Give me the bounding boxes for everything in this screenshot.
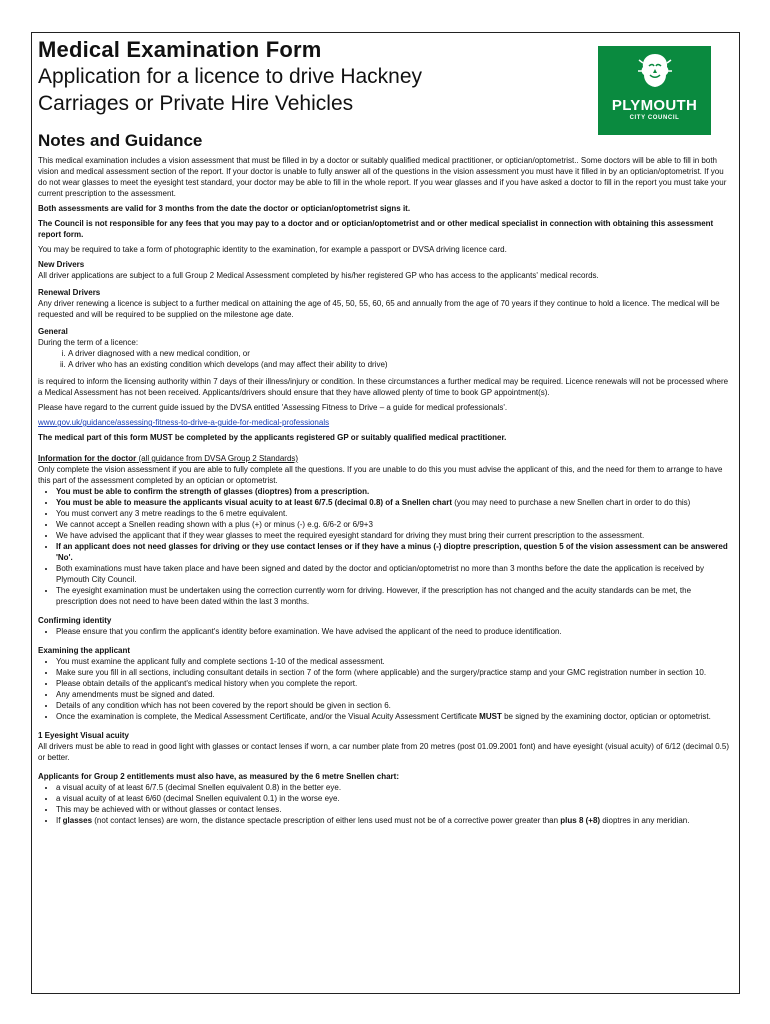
list-item: • We cannot accept a Snellen reading shown with a plus (+) or minus (-) e.g. 6/6-2 or 6/9+3 (56, 519, 731, 530)
examining-heading: Examining the applicant (38, 646, 131, 655)
renewal-heading: Renewal Drivers (38, 288, 101, 297)
notes-heading: Notes and Guidance (38, 131, 203, 150)
list-item: • You must be able to measure the applicants visual acuity to at least 6/7.5 (decimal 0.8) of a Snellen chart (you may need to purchase a new Snellen chart in order to do this) (56, 497, 731, 508)
validity-note: Both assessments are valid for 3 months from the date the doctor or optician/optometrist signs it. (38, 204, 411, 213)
new-drivers-text: All driver applications are subject to a full Group 2 Medical Assessment completed by his/her registered GP who has access to the applicants' medical records. (38, 271, 599, 280)
list-item: • The eyesight examination must be undertaken using the correction currently worn for driving. However, if the prescription has not changed and the acuity standards can be met, the prescription does not need to have been dated within the last 3 months. (56, 585, 731, 607)
group2-list (38, 782, 731, 826)
identity-heading: Confirming identity (38, 616, 112, 625)
general-lead: During the term of a licence: (38, 338, 139, 347)
doctor-heading-note: (all guidance from DVSA Group 2 Standards) (136, 454, 299, 463)
list-item: • You must convert any 3 metre readings to the 6 metre equivalent. (56, 508, 731, 519)
list-item: • Details of any condition which has not been covered by the report should be given in section 6. (56, 700, 731, 711)
group2-heading: Applicants for Group 2 entitlements must also have, as measured by the 6 metre Snellen chart: (38, 772, 399, 781)
list-item: • Please ensure that you confirm the applicant's identity before examination. We have advised the applicant of the need to produce identification. (56, 626, 731, 637)
dvsa-guide-note: Please have regard to the current guide issued by the DVSA entitled 'Assessing Fitness to Drive – a guide for medical professionals'. (38, 403, 508, 412)
examining-list (38, 656, 731, 722)
logo-name: PLYMOUTH (611, 97, 698, 114)
renewal-text: Any driver renewing a licence is subject to a further medical on attaining the age of 45, 50, 55, 60, 65 and annually from the age of 70 years if they continue to hold a licence. The medical will be requested and will be required to be supplied on the milestone age date. (38, 299, 720, 319)
notes-intro: This medical examination includes a vision assessment that must be filled in by a doctor or suitably qualified medical practitioner, or optician/optometrist.. Some doctors will be able to fill in both vision and medical assessment section of the report. If your doctor is unable to fully answer all of the questions in the vision assessment you must have it filled in by an optician/optometrist. If you do not wear glasses to meet the eyesight test standard, your doctor may be able to fill in the whole report. If you wear glasses and if you have asked a doctor to fill in the report you must take your current prescription to the assessment. (38, 156, 727, 198)
new-drivers-heading: New Drivers (38, 260, 85, 269)
page-subtitle-line-1: Application for a licence to drive Hackney (38, 65, 423, 88)
dvsa-guidance-link[interactable]: www.gov.uk/guidance/assessing-fitness-to-drive-a-guide-for-medical-professionals (38, 418, 330, 427)
list-item: i. A driver diagnosed with a new medical condition, or (68, 348, 731, 359)
list-item: • Please obtain details of the applicant's medical history when you complete the report. (56, 678, 731, 689)
photo-id-note: You may be required to take a form of photographic identity to the examination, for example a passport or DVSA driving licence card. (38, 245, 507, 254)
general-list (38, 348, 731, 370)
list-item: • This may be achieved with or without glasses or contact lenses. (56, 804, 731, 815)
identity-list (38, 626, 731, 637)
list-item: • You must examine the applicant fully and complete sections 1-10 of the medical assessment. (56, 656, 731, 667)
doctor-heading-line (38, 453, 731, 464)
list-item: • a visual acuity of at least 6/7.5 (decimal Snellen equivalent 0.8) in the better eye. (56, 782, 731, 793)
fees-note: The Council is not responsible for any fees that you may pay to a doctor and or optician/optometrist and or other medical specialist in connection with obtaining this assessment report form. (38, 219, 714, 239)
form-page (31, 32, 740, 994)
list-item: ii. A driver who has an existing condition which develops (and may affect their ability to drive) (68, 359, 731, 370)
list-item: • Both examinations must have taken place and have been signed and dated by the doctor and optician/optometrist no more than 3 months before the date the application is received by Plymouth City Council. (56, 563, 731, 585)
list-item: • Once the examination is complete, the Medical Assessment Certificate, and/or the Visual Acuity Assessment Certificate MUST be signed by the examining doctor, optician or optometrist. (56, 711, 731, 722)
doctor-intro: Only complete the vision assessment if you are able to fully complete all the questions. If you are unable to do this you must advise the applicant of this, and the need for them to arrange to have this part of the assessment completed by an optician or optometrist. (38, 465, 723, 485)
list-item: • Make sure you fill in all sections, including consultant details in section 7 of the form (where applicable) and the surgery/practice stamp and your GMC registration number in section 10. (56, 667, 731, 678)
list-item: • Any amendments must be signed and dated. (56, 689, 731, 700)
doctor-heading: Information for the doctor (38, 454, 137, 463)
list-item: • a visual acuity of at least 6/60 (decimal Snellen equivalent 0.1) in the worse eye. (56, 793, 731, 804)
plymouth-city-council-logo (598, 46, 711, 135)
eyesight-heading: 1 Eyesight Visual acuity (38, 731, 130, 740)
must-gp-note: The medical part of this form MUST be completed by the applicants registered GP or suitably qualified medical practitioner. (38, 433, 507, 442)
list-item: • You must be able to confirm the strength of glasses (dioptres) from a prescription. (56, 486, 731, 497)
page-subtitle-line-2: Carriages or Private Hire Vehicles (38, 92, 354, 115)
list-item: • If glasses (not contact lenses) are worn, the distance spectacle prescription of either lens used must not be of a corrective power greater than plus 8 (+8) dioptres in any meridian. (56, 815, 731, 826)
general-heading: General (38, 327, 68, 336)
list-item: • If an applicant does not need glasses for driving or they use contact lenses or if they have a minus (-) dioptre prescription, question 5 of the vision assessment can be answered 'No'. (56, 541, 731, 563)
list-item: • We have advised the applicant that if they wear glasses to meet the required eyesight standard for driving they must bring their current prescription to the assessment. (56, 530, 731, 541)
general-after: is required to inform the licensing authority within 7 days of their illness/injury or condition. In these circumstances a further medical may be required. Licence renewals will not be processed where a Medical Assessment has not been received. Applicants/drivers should ensure that they have allowed plenty of time to book GP appointment(s). (38, 377, 729, 397)
page-title: Medical Examination Form (38, 37, 322, 62)
eyesight-text: All drivers must be able to read in good light with glasses or contact lenses if worn, a car number plate from 20 metres (post 01.09.2001 font) and have eyesight (visual acuity) of 6/12 (decimal 0.5) or better. (38, 742, 730, 762)
doctor-list (38, 486, 731, 607)
lion-crest-icon (635, 51, 675, 91)
logo-subname: CITY COUNCIL (629, 115, 680, 121)
